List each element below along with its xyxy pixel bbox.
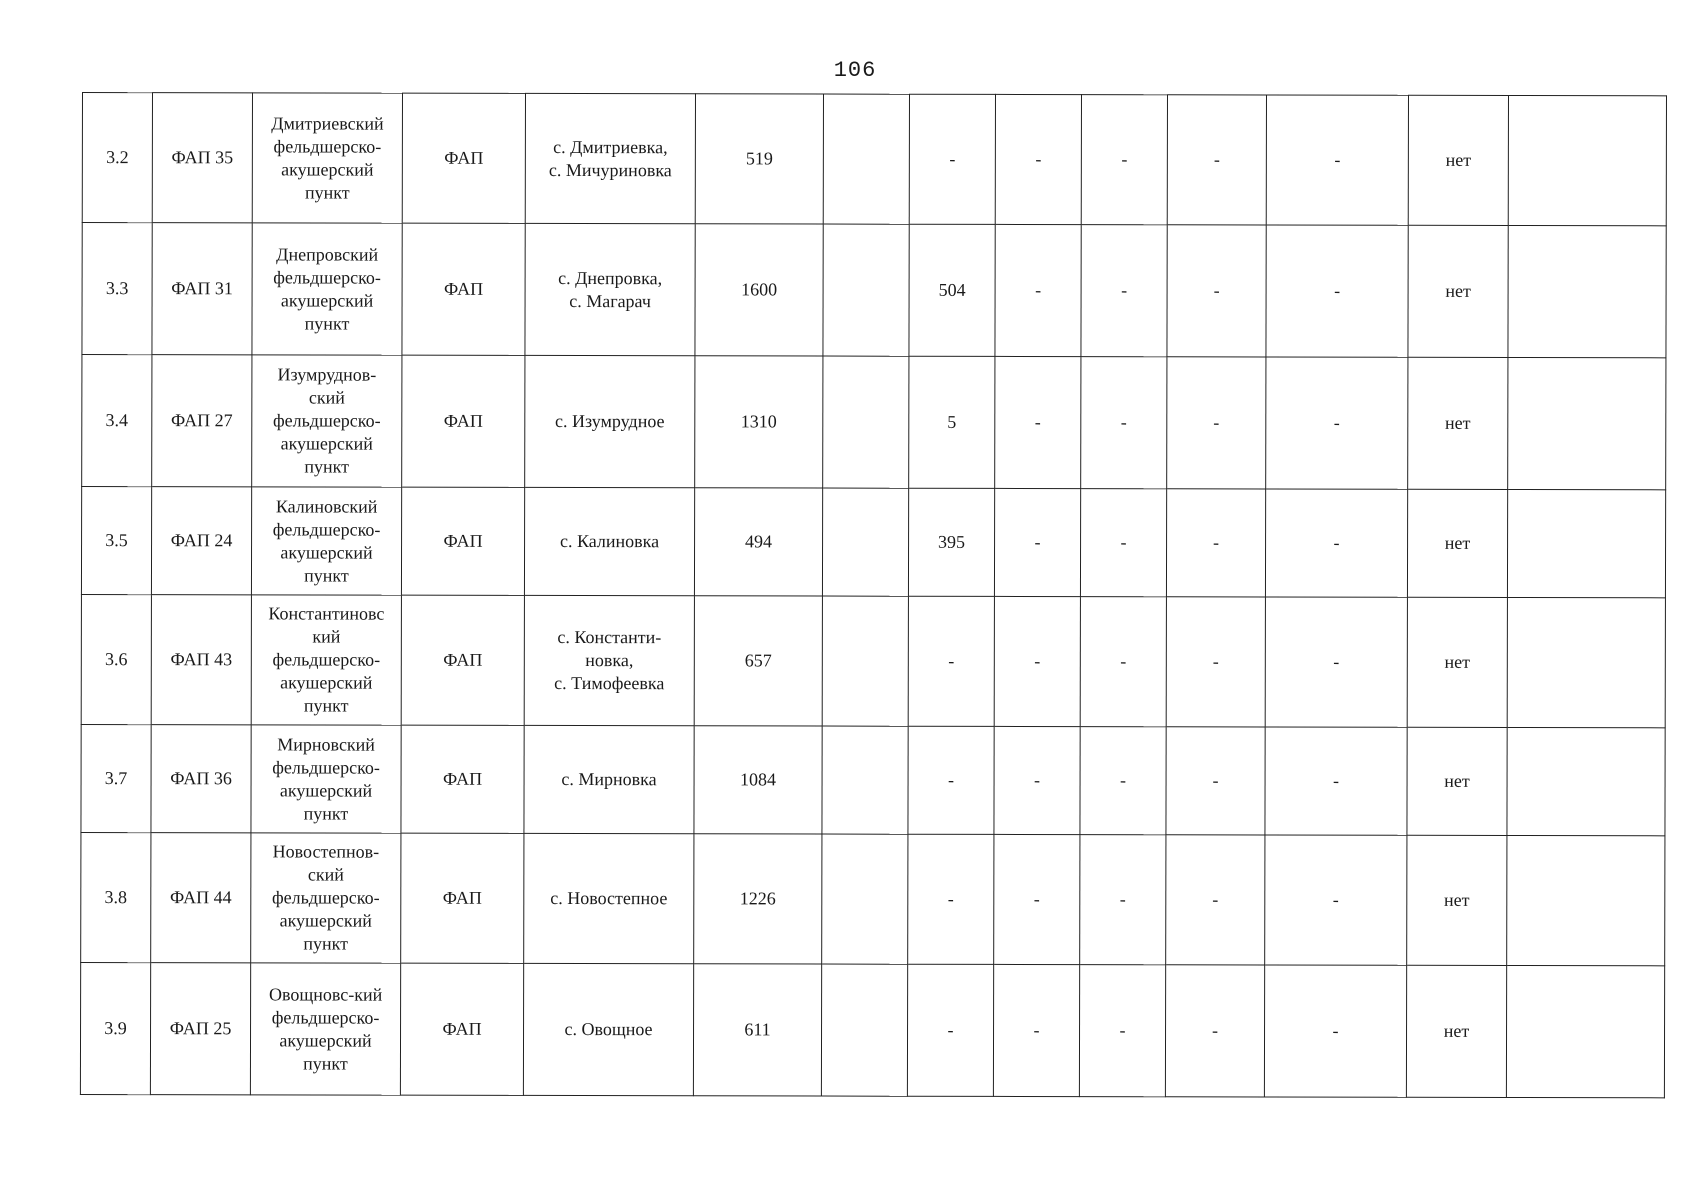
table-row xyxy=(81,594,1665,727)
facility-name-line: акушерский xyxy=(280,541,373,563)
facility-name xyxy=(252,223,402,355)
column-7-value xyxy=(822,726,908,834)
settlements xyxy=(525,355,695,487)
column-10-value: - xyxy=(1079,965,1165,1097)
facility-type: ФАП xyxy=(400,963,523,1095)
column-8-value: - xyxy=(908,834,994,964)
column-12-value: - xyxy=(1266,95,1408,225)
facility-name-line: фельдшерско- xyxy=(273,135,382,157)
facility-name-line: Изумруднов- xyxy=(277,364,377,385)
settlements-line: с. Дмитриевка, xyxy=(553,136,668,157)
facility-code: ФАП 35 xyxy=(152,93,252,223)
facility-name-line: пункт xyxy=(303,802,349,824)
settlements-line: с. Овощное xyxy=(564,1019,653,1040)
facility-code: ФАП 43 xyxy=(151,595,251,725)
facility-name-line: Днепровский xyxy=(276,243,379,265)
column-9-value: - xyxy=(994,834,1080,964)
column-12-value: - xyxy=(1265,835,1407,965)
settlements-line: с. Изумрудное xyxy=(555,410,665,432)
column-13-value: нет xyxy=(1408,357,1508,489)
column-14-value xyxy=(1507,597,1665,727)
facility-name-line: акушерский xyxy=(279,1029,372,1051)
column-10-value: - xyxy=(1080,489,1166,597)
facility-name xyxy=(250,963,400,1095)
settlements xyxy=(523,963,693,1095)
facility-name-line: Овощновс-кий xyxy=(268,983,383,1005)
row-number: 3.6 xyxy=(81,594,151,724)
facility-name-line: Мирновский xyxy=(277,733,375,755)
row-number: 3.4 xyxy=(82,355,152,487)
column-14-value xyxy=(1508,95,1666,225)
facility-name xyxy=(251,725,401,833)
facility-name-line: фельдшерско- xyxy=(272,410,381,431)
column-11-value: - xyxy=(1167,225,1266,357)
facility-name-line: акушерский xyxy=(281,158,374,180)
facility-name-line: фельдшерско- xyxy=(272,649,381,670)
column-11-value: - xyxy=(1166,489,1265,597)
table-row xyxy=(82,93,1666,226)
column-9-value: - xyxy=(994,726,1080,834)
column-9-value: - xyxy=(994,488,1080,596)
facility-type: ФАП xyxy=(402,355,525,487)
table-body xyxy=(80,93,1666,1098)
settlements xyxy=(524,833,694,963)
column-11-value: - xyxy=(1167,357,1266,489)
table-row xyxy=(82,223,1666,358)
column-13-value: нет xyxy=(1408,225,1508,357)
settlements xyxy=(524,595,694,725)
column-13-value: нет xyxy=(1408,95,1508,225)
column-8-value: - xyxy=(908,726,994,834)
population: 1600 xyxy=(695,224,823,356)
column-13-value: нет xyxy=(1407,489,1507,597)
row-number: 3.5 xyxy=(81,487,151,595)
facility-code: ФАП 27 xyxy=(152,355,252,487)
facility-code: ФАП 36 xyxy=(151,725,251,833)
column-11-value: - xyxy=(1166,835,1265,965)
facility-name-line: Новостепнов- xyxy=(272,841,380,862)
row-number: 3.8 xyxy=(81,832,151,962)
facility-code: ФАП 44 xyxy=(151,833,251,963)
facility-name-line: пункт xyxy=(304,456,350,477)
column-7-value xyxy=(822,834,908,964)
facility-type: ФАП xyxy=(401,595,524,725)
facility-name-line: пункт xyxy=(304,181,350,203)
settlements-line: с. Мирновка xyxy=(561,769,657,790)
column-9-value: - xyxy=(994,596,1080,726)
facility-code: ФАП 25 xyxy=(150,963,250,1095)
facility-name-line: пункт xyxy=(303,1052,348,1074)
row-number: 3.2 xyxy=(82,93,152,223)
page-number: 106 xyxy=(833,58,877,83)
facility-name xyxy=(252,355,402,487)
column-10-value: - xyxy=(1080,597,1166,727)
column-10-value: - xyxy=(1081,95,1167,225)
column-12-value: - xyxy=(1266,225,1408,357)
settlements xyxy=(524,725,694,833)
table-row xyxy=(81,832,1665,965)
facility-name-line: фельдшерско- xyxy=(273,266,381,288)
facility-name-line: пункт xyxy=(303,933,349,954)
column-13-value: нет xyxy=(1407,597,1507,727)
facility-type: ФАП xyxy=(401,725,524,833)
row-number: 3.7 xyxy=(81,724,151,832)
column-10-value: - xyxy=(1081,357,1167,489)
facility-name xyxy=(251,833,401,963)
column-14-value xyxy=(1507,727,1665,835)
settlements-line: с. Тимофеевка xyxy=(554,672,665,694)
column-8-value: 5 xyxy=(909,356,995,488)
facility-name-line: Константиновс xyxy=(268,603,385,624)
column-9-value: - xyxy=(995,356,1081,488)
facility-name-line: акушерский xyxy=(280,289,374,311)
facility-name-line: акушерский xyxy=(280,672,373,693)
column-14-value xyxy=(1507,835,1665,965)
facility-name-line: пункт xyxy=(304,564,349,586)
column-13-value: нет xyxy=(1407,727,1507,835)
column-12-value: - xyxy=(1266,357,1408,489)
facility-name xyxy=(251,595,401,725)
population: 1310 xyxy=(695,356,823,488)
column-9-value: - xyxy=(993,964,1079,1096)
column-13-value: нет xyxy=(1407,835,1507,965)
column-9-value: - xyxy=(995,224,1081,356)
settlements-line: с. Мичуриновка xyxy=(548,159,672,180)
settlements xyxy=(524,487,694,595)
table-row xyxy=(81,724,1665,835)
facility-name-line: фельдшерско- xyxy=(272,756,380,778)
facility-type: ФАП xyxy=(402,93,525,223)
facility-name-line: фельдшерско- xyxy=(271,1006,380,1028)
facility-code: ФАП 24 xyxy=(151,487,251,595)
column-8-value: 395 xyxy=(908,488,994,596)
settlements xyxy=(525,223,695,355)
column-8-value: - xyxy=(907,964,993,1096)
column-11-value: - xyxy=(1167,95,1266,225)
column-13-value: нет xyxy=(1406,965,1506,1097)
facility-type: ФАП xyxy=(401,487,524,595)
column-8-value: 504 xyxy=(909,224,995,356)
facility-code: ФАП 31 xyxy=(152,223,252,355)
column-7-value xyxy=(823,224,909,356)
column-7-value xyxy=(823,94,909,224)
settlements-line: с. Магарач xyxy=(569,290,651,311)
row-number: 3.3 xyxy=(82,223,152,355)
column-7-value xyxy=(823,356,909,488)
settlements-line: с. Константи- xyxy=(557,626,662,648)
column-7-value xyxy=(822,596,908,726)
settlements-line: с. Новостепное xyxy=(550,887,668,909)
column-14-value xyxy=(1507,489,1665,597)
facility-name-line: ский xyxy=(307,864,344,885)
column-12-value: - xyxy=(1265,489,1407,597)
column-11-value: - xyxy=(1166,727,1265,835)
population: 519 xyxy=(695,94,823,224)
column-10-value: - xyxy=(1080,727,1166,835)
column-10-value: - xyxy=(1080,835,1166,965)
settlements-line: новка, xyxy=(585,650,634,671)
column-8-value: - xyxy=(908,596,994,726)
population: 657 xyxy=(694,596,822,726)
population: 1084 xyxy=(694,726,822,834)
facility-name-line: фельдшерско- xyxy=(272,518,381,540)
column-11-value: - xyxy=(1165,965,1264,1097)
column-12-value: - xyxy=(1265,727,1407,835)
column-7-value xyxy=(821,964,907,1096)
settlements-line: с. Днепровка, xyxy=(558,267,663,288)
column-8-value: - xyxy=(909,94,995,224)
population: 1226 xyxy=(694,834,822,964)
row-number: 3.9 xyxy=(80,962,150,1094)
settlements xyxy=(525,93,695,223)
facility-name xyxy=(251,487,401,595)
facility-name-line: фельдшерско- xyxy=(271,887,380,908)
column-14-value xyxy=(1508,225,1666,357)
facility-name-line: акушерский xyxy=(279,779,373,801)
column-11-value: - xyxy=(1166,597,1265,727)
table-row xyxy=(80,962,1664,1097)
facilities-table xyxy=(80,92,1667,1098)
column-14-value xyxy=(1506,965,1664,1097)
facility-name-line: пункт xyxy=(304,312,350,334)
facility-name-line: пункт xyxy=(303,695,349,716)
column-7-value xyxy=(822,488,908,596)
column-14-value xyxy=(1508,357,1666,489)
facility-type: ФАП xyxy=(402,223,525,355)
column-10-value: - xyxy=(1081,225,1167,357)
settlements-line: с. Калиновка xyxy=(559,531,660,552)
population: 494 xyxy=(694,488,822,596)
facility-name-line: ский xyxy=(308,387,345,408)
table-row xyxy=(81,487,1665,598)
facility-name-line: Калиновский xyxy=(275,495,378,517)
facility-name-line: акушерский xyxy=(280,433,373,454)
column-9-value: - xyxy=(995,94,1081,224)
column-12-value: - xyxy=(1264,965,1406,1097)
facility-name-line: кий xyxy=(312,626,341,647)
facility-name-line: акушерский xyxy=(279,910,372,931)
column-12-value: - xyxy=(1265,597,1407,727)
facility-name-line: Дмитриевский xyxy=(271,112,384,134)
facility-name xyxy=(252,93,402,223)
population: 611 xyxy=(693,964,821,1096)
facility-type: ФАП xyxy=(401,833,524,963)
table-row xyxy=(82,355,1666,490)
